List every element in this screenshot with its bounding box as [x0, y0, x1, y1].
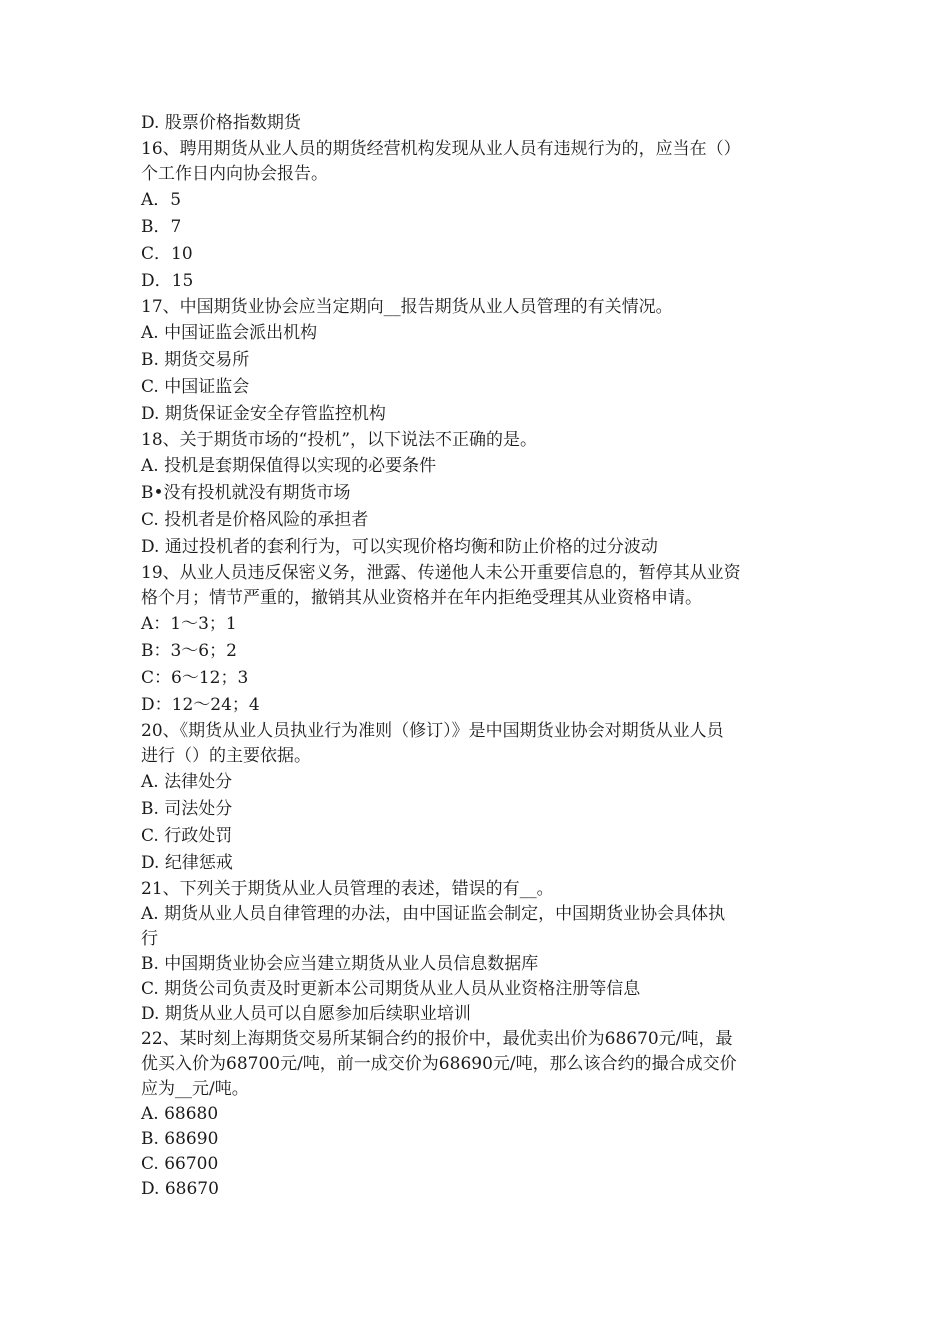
text-line: 20、《期货从业人员执业行为准则（修订）》是中国期货业协会对期货从业人员 [141, 721, 724, 741]
question-text [141, 902, 821, 952]
answer-option: D：12〜24；4 [141, 695, 260, 715]
answer-option: A. 法律处分 [141, 772, 233, 792]
question-text [141, 428, 821, 453]
answer-option: A. 投机是套期保值得以实现的必要条件 [141, 456, 437, 476]
answer-option: C：6〜12；3 [141, 668, 249, 688]
text-line: 18、关于期货市场的“投机”，以下说法不正确的是。 [141, 430, 538, 450]
text-line: 16、聘用期货从业人员的期货经营机构发现从业人员有违规行为的，应当在（） [141, 139, 741, 159]
text-line: 格个月；情节严重的，撤销其从业资格并在年内拒绝受理其从业资格申请。 [141, 588, 702, 608]
text-line: 个工作日内向协会报告。 [141, 164, 328, 184]
answer-option: C．10 [141, 244, 193, 264]
answer-option: B•没有投机就没有期货市场 [141, 483, 351, 503]
answer-option: A. 68680 [141, 1104, 219, 1124]
answer-option: D. 68670 [141, 1179, 219, 1199]
answer-option: B. 期货交易所 [141, 350, 250, 370]
answer-option: D. 期货保证金安全存管监控机构 [141, 404, 386, 424]
answer-option: A．5 [141, 190, 182, 210]
question-text [141, 561, 821, 611]
answer-option: A. 中国证监会派出机构 [141, 323, 318, 343]
text-line: 进行（）的主要依据。 [141, 746, 311, 766]
question-text [141, 1027, 821, 1102]
answer-option: D. 股票价格指数期货 [141, 113, 301, 133]
text-line: 应为__元/吨。 [141, 1079, 249, 1099]
text-line: A. 期货从业人员自律管理的办法，由中国证监会制定，中国期货业协会具体执 [141, 904, 726, 924]
text-line: 优买入价为68700元/吨，前一成交价为68690元/吨，那么该合约的撮合成交价 [141, 1054, 737, 1074]
answer-option: C. 投机者是价格风险的承担者 [141, 510, 369, 530]
text-line: 22、某时刻上海期货交易所某铜合约的报价中，最优卖出价为68670元/吨，最 [141, 1029, 733, 1049]
answer-option: A：1〜3；1 [141, 614, 237, 634]
answer-option: D. 通过投机者的套利行为，可以实现价格均衡和防止价格的过分波动 [141, 537, 658, 557]
answer-option: B. 68690 [141, 1129, 219, 1149]
answer-option: B：3〜6；2 [141, 641, 237, 661]
answer-option: D. 纪律惩戒 [141, 853, 233, 873]
answer-option: D．15 [141, 271, 194, 291]
question-text [141, 137, 821, 187]
answer-option: D. 期货从业人员可以自愿参加后续职业培训 [141, 1004, 471, 1024]
document-page [141, 110, 821, 1202]
question-text [141, 719, 821, 769]
answer-option: C. 行政处罚 [141, 826, 233, 846]
text-line: 17、中国期货业协会应当定期向__报告期货从业人员管理的有关情况。 [141, 297, 673, 317]
text-line: 19、从业人员违反保密义务，泄露、传递他人未公开重要信息的，暂停其从业资 [141, 563, 741, 583]
text-line: 21、下列关于期货从业人员管理的表述，错误的有__。 [141, 879, 554, 899]
answer-option: B. 司法处分 [141, 799, 233, 819]
question-text [141, 877, 821, 902]
answer-option: C. 期货公司负责及时更新本公司期货从业人员从业资格注册等信息 [141, 979, 641, 999]
answer-option: B．7 [141, 217, 182, 237]
answer-option: C. 66700 [141, 1154, 219, 1174]
answer-option: B. 中国期货业协会应当建立期货从业人员信息数据库 [141, 954, 539, 974]
text-line: 行 [141, 929, 158, 949]
question-text [141, 295, 821, 320]
answer-option: C. 中国证监会 [141, 377, 250, 397]
